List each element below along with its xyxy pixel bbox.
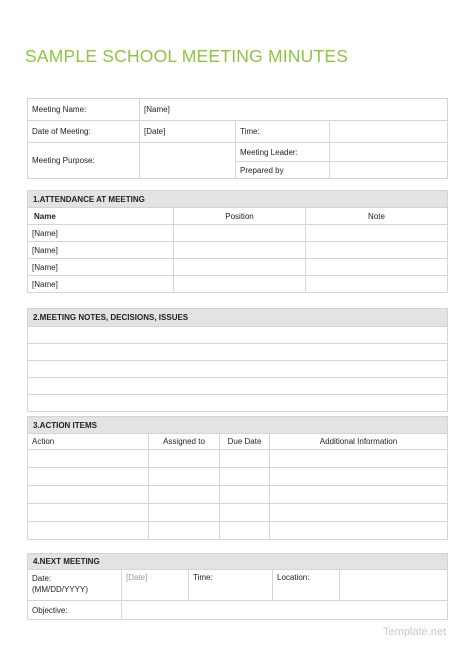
notes-line[interactable] (28, 327, 448, 344)
attendee-note[interactable] (306, 259, 448, 276)
next-date-label-line1: Date: (32, 574, 52, 583)
next-location-label: Location: (273, 570, 340, 601)
attendee-name[interactable]: [Name] (28, 225, 174, 242)
next-date-label-line2: (MM/DD/YYYY) (32, 585, 88, 594)
column-header-note: Note (306, 208, 448, 225)
prepared-label: Prepared by (236, 162, 330, 179)
watermark: Template.net (383, 626, 446, 638)
notes-table (27, 308, 448, 412)
info-cell[interactable] (270, 450, 448, 468)
objective-label: Objective: (28, 601, 122, 620)
notes-line[interactable] (28, 344, 448, 361)
notes-line[interactable] (28, 395, 448, 412)
next-meeting-table (27, 553, 448, 620)
leader-field[interactable] (330, 143, 448, 162)
action-cell[interactable] (28, 522, 149, 540)
leader-label: Meeting Leader: (236, 143, 330, 162)
table-row (28, 468, 448, 486)
attendance-table (27, 190, 448, 293)
info-cell[interactable] (270, 486, 448, 504)
column-header-name: Name (28, 208, 174, 225)
prepared-field[interactable] (330, 162, 448, 179)
notes-heading: 2.MEETING NOTES, DECISIONS, ISSUES (28, 309, 448, 327)
assigned-cell[interactable] (149, 486, 220, 504)
attendee-position[interactable] (174, 242, 306, 259)
table-row (28, 327, 448, 344)
next-date-field[interactable]: [Date] (122, 570, 189, 601)
action-cell[interactable] (28, 486, 149, 504)
attendee-note[interactable] (306, 225, 448, 242)
next-time-label: Time: (189, 570, 273, 601)
action-cell[interactable] (28, 468, 149, 486)
attendee-name[interactable]: [Name] (28, 242, 174, 259)
notes-line[interactable] (28, 378, 448, 395)
page-title: SAMPLE SCHOOL MEETING MINUTES (25, 46, 349, 66)
action-items-heading: 3.ACTION ITEMS (28, 417, 448, 434)
column-header-action: Action (28, 434, 149, 450)
table-row (28, 378, 448, 395)
next-date-label (28, 570, 122, 601)
table-row (28, 522, 448, 540)
objective-field[interactable] (122, 601, 448, 620)
purpose-field[interactable] (140, 143, 236, 179)
date-label: Date of Meeting: (28, 121, 140, 143)
time-field[interactable] (330, 121, 448, 143)
attendee-position[interactable] (174, 276, 306, 293)
table-row (28, 242, 448, 259)
action-cell[interactable] (28, 450, 149, 468)
table-row (28, 276, 448, 293)
due-date-cell[interactable] (220, 468, 270, 486)
table-row (28, 486, 448, 504)
table-row (28, 450, 448, 468)
table-row (28, 259, 448, 276)
due-date-cell[interactable] (220, 450, 270, 468)
time-label: Time: (236, 121, 330, 143)
attendee-name[interactable]: [Name] (28, 276, 174, 293)
table-row (28, 504, 448, 522)
assigned-cell[interactable] (149, 504, 220, 522)
column-header-assigned-to: Assigned to (149, 434, 220, 450)
due-date-cell[interactable] (220, 504, 270, 522)
table-row (28, 225, 448, 242)
meeting-info-table (27, 98, 448, 179)
table-row (28, 361, 448, 378)
notes-line[interactable] (28, 361, 448, 378)
assigned-cell[interactable] (149, 450, 220, 468)
due-date-cell[interactable] (220, 486, 270, 504)
action-cell[interactable] (28, 504, 149, 522)
table-row (28, 344, 448, 361)
info-cell[interactable] (270, 504, 448, 522)
attendee-position[interactable] (174, 259, 306, 276)
assigned-cell[interactable] (149, 522, 220, 540)
date-field[interactable]: [Date] (140, 121, 236, 143)
attendee-note[interactable] (306, 242, 448, 259)
purpose-label: Meeting Purpose: (28, 143, 140, 179)
info-cell[interactable] (270, 468, 448, 486)
column-header-position: Position (174, 208, 306, 225)
column-header-additional-info: Additional Information (270, 434, 448, 450)
next-location-field[interactable] (340, 570, 448, 601)
attendee-position[interactable] (174, 225, 306, 242)
meeting-name-label: Meeting Name: (28, 99, 140, 121)
meeting-name-field[interactable]: [Name] (140, 99, 448, 121)
column-header-due-date: Due Date (220, 434, 270, 450)
due-date-cell[interactable] (220, 522, 270, 540)
next-meeting-heading: 4.NEXT MEETING (28, 554, 448, 570)
table-row (28, 395, 448, 412)
attendee-note[interactable] (306, 276, 448, 293)
assigned-cell[interactable] (149, 468, 220, 486)
action-items-table (27, 416, 448, 540)
attendance-heading: 1.ATTENDANCE AT MEETING (28, 191, 448, 208)
info-cell[interactable] (270, 522, 448, 540)
attendee-name[interactable]: [Name] (28, 259, 174, 276)
